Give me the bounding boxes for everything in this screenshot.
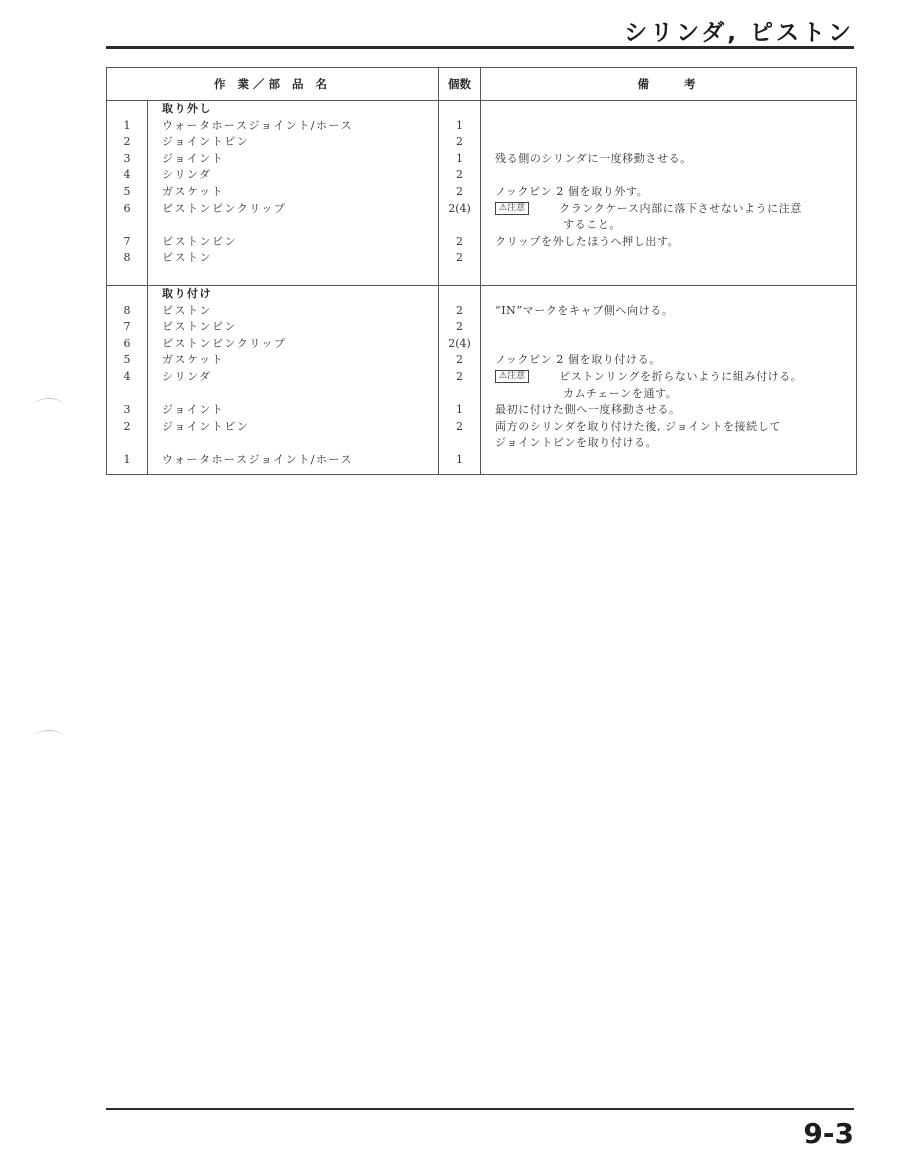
qty-value: 2 xyxy=(456,353,464,367)
installation-remarks xyxy=(481,286,857,475)
table-header-row xyxy=(107,68,857,101)
page-number: 9-3 xyxy=(803,1117,854,1150)
col-header-qty: 個数 xyxy=(439,68,481,101)
qty-value: 1 xyxy=(456,403,464,417)
remark-text: クリップを外したほうへ押し出す。 xyxy=(495,234,680,248)
caution-icon: ⚠注意 xyxy=(495,202,529,215)
part-name: ジョイントピン xyxy=(162,135,250,149)
qty-value: 2 xyxy=(456,234,464,248)
row-number: 5 xyxy=(123,353,131,367)
installation-numbers xyxy=(107,286,148,475)
qty-value: 2 xyxy=(456,419,464,433)
qty-value: 2 xyxy=(456,320,464,334)
procedure-table xyxy=(106,67,857,475)
row-number: 2 xyxy=(123,135,131,149)
qty-value: 2 xyxy=(456,369,464,383)
part-name: ピストンピン xyxy=(162,320,237,334)
remark-text: ジョイントピンを取り付ける。 xyxy=(495,436,658,450)
remark-text: ノックピン 2 個を取り外す。 xyxy=(495,184,649,198)
row-number: 7 xyxy=(123,234,131,248)
removal-section xyxy=(107,101,857,286)
removal-qty xyxy=(439,101,481,286)
part-name: ガスケット xyxy=(162,184,224,198)
removal-parts xyxy=(148,101,439,286)
part-name: ピストンピン xyxy=(162,234,237,248)
section-label-installation: 取り付け xyxy=(162,287,212,300)
part-name: ピストンピンクリップ xyxy=(162,201,287,215)
part-name: ピストンピンクリップ xyxy=(162,336,287,350)
installation-section xyxy=(107,286,857,475)
remark-text: ノックピン 2 個を取り付ける。 xyxy=(495,353,661,367)
row-number: 3 xyxy=(123,151,131,165)
qty-value: 2 xyxy=(456,184,464,198)
qty-value: 2(4) xyxy=(448,201,471,215)
section-label-removal: 取り外し xyxy=(162,102,212,115)
removal-numbers xyxy=(107,101,148,286)
row-number: 6 xyxy=(123,201,131,215)
col-header-work-parts: 作 業／部 品 名 xyxy=(107,68,439,101)
row-number: 5 xyxy=(123,184,131,198)
row-number: 4 xyxy=(123,168,131,182)
caution-icon: ⚠注意 xyxy=(495,370,529,383)
remark-text: クランクケース内部に落下させないように注意 xyxy=(559,201,802,215)
remark-text: 残る側のシリンダに一度移動させる。 xyxy=(495,151,692,165)
row-number: 2 xyxy=(123,419,131,433)
header-rule xyxy=(106,46,854,49)
part-name: ウォータホースジョイント/ホース xyxy=(162,452,353,466)
qty-value: 1 xyxy=(456,452,464,466)
part-name: シリンダ xyxy=(162,369,212,383)
qty-value: 2 xyxy=(456,168,464,182)
installation-parts xyxy=(148,286,439,475)
part-name: シリンダ xyxy=(162,168,212,182)
row-number: 8 xyxy=(123,303,131,317)
qty-value: 2 xyxy=(456,251,464,265)
remark-text: カムチェーンを通す。 xyxy=(563,386,678,400)
part-name: ピストン xyxy=(162,251,212,265)
remark-text: ピストンリングを折らないように組み付ける。 xyxy=(559,369,803,383)
row-number: 8 xyxy=(123,251,131,265)
col-header-remarks: 備 考 xyxy=(481,68,857,101)
qty-value: 1 xyxy=(456,118,464,132)
qty-value: 2(4) xyxy=(448,336,471,350)
part-name: ジョイント xyxy=(162,403,225,417)
footer-rule xyxy=(106,1108,854,1110)
punch-hole-mark xyxy=(34,730,64,745)
removal-remarks xyxy=(481,101,857,286)
qty-value: 2 xyxy=(456,135,464,149)
row-number: 6 xyxy=(123,336,131,350)
qty-value: 2 xyxy=(456,303,464,317)
row-number: 4 xyxy=(123,369,131,383)
row-number: 1 xyxy=(123,118,131,132)
part-name: ガスケット xyxy=(162,353,224,367)
qty-value: 1 xyxy=(456,151,464,165)
row-number: 1 xyxy=(123,452,131,466)
part-name: ジョイントピン xyxy=(162,419,250,433)
row-number: 3 xyxy=(123,403,131,417)
part-name: ジョイント xyxy=(162,151,225,165)
row-number: 7 xyxy=(123,320,131,334)
punch-hole-mark xyxy=(34,398,64,413)
page-title: シリンダ, ピストン xyxy=(624,20,854,46)
installation-qty xyxy=(439,286,481,475)
remark-text: 最初に付けた側へ一度移動させる。 xyxy=(495,403,681,417)
remark-text: 両方のシリンダを取り付けた後, ジョイントを接続して xyxy=(495,419,781,433)
remark-text: すること。 xyxy=(563,218,622,232)
remark-text: “IN”マークをキャブ側へ向ける。 xyxy=(495,303,674,317)
part-name: ウォータホースジョイント/ホース xyxy=(162,118,353,132)
part-name: ピストン xyxy=(162,303,212,317)
